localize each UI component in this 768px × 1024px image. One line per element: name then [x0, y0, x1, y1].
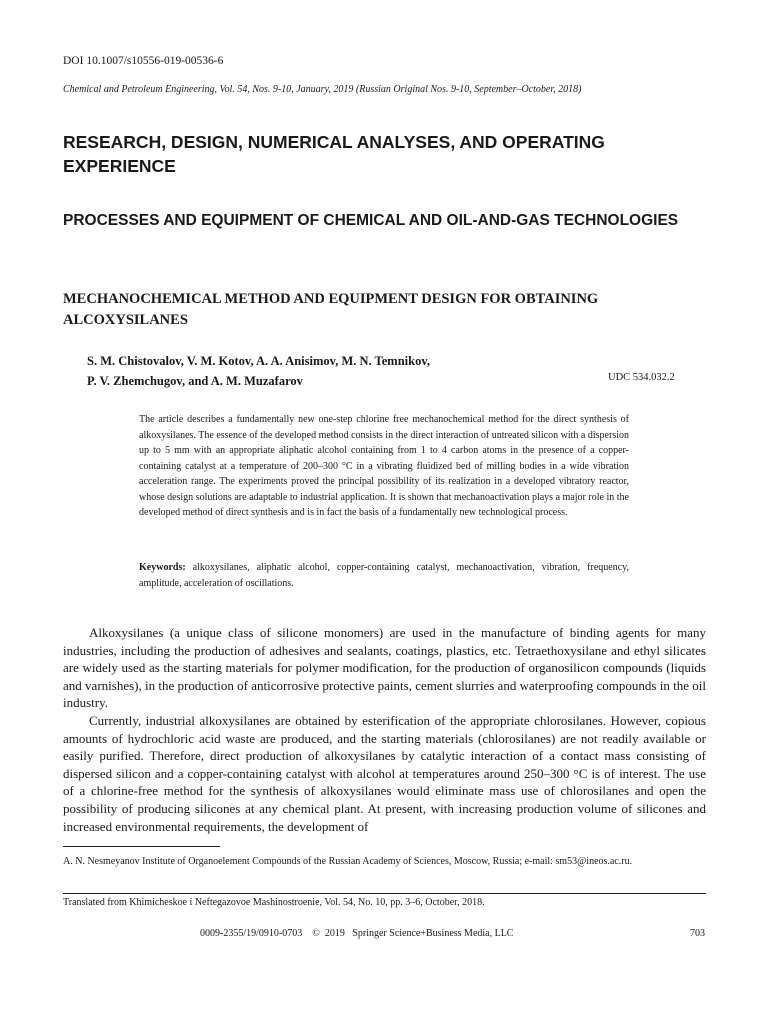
author-line-1: S. M. Chistovalov, V. M. Kotov, A. A. Anisimov, M. N. Temnikov,: [87, 354, 431, 368]
translation-note: Translated from Khimicheskoe i Neftegazovoe Mashinostroenie, Vol. 54, No. 10, pp. 3–6, October, 2018.: [63, 897, 485, 908]
author-line-2: P. V. Zhemchugov, and A. M. Muzafarov: [87, 374, 303, 388]
translation-divider: [63, 893, 706, 894]
keywords-text: alkoxysilanes, aliphatic alcohol, copper-containing catalyst, mechanoactivation, vibration, frequency, amplitude, acceleration of oscillations.: [139, 562, 629, 589]
copyright-line: 0009-2355/19/0910-0703 © 2019 Springer Science+Business Media, LLC: [200, 928, 514, 939]
section-heading: RESEARCH, DESIGN, NUMERICAL ANALYSES, AND OPERATING EXPERIENCE: [63, 132, 605, 176]
page-number: 703: [690, 928, 705, 939]
abstract: The article describes a fundamentally new one-step chlorine free mechanochemical method for the direct synthesis of alkoxysilanes. The essence of the developed method consists in the direct interaction of untreated silicon with a dispersion up to 5 mm with an appropriate aliphatic alcohol containing from 1 to 4 carbon atoms in the presence of a copper-containing catalyst at a temperature of 200–300 °C in a vibrating fluidized bed of milling bodies in a wide vibration acceleration range. The experiments proved the principal possibility of its realization in a developed vibratory reactor, whose design solutions are adaptable to industrial application. It is shown that mechanoactivation plays a major role in the developed method of direct synthesis and is in fact the basis of a fundamentally new technological process.: [139, 414, 629, 518]
doi-line: DOI 10.1007/s10556-019-00536-6: [63, 55, 224, 67]
footnote-divider: [63, 846, 220, 847]
article-title: MECHANOCHEMICAL METHOD AND EQUIPMENT DESIGN FOR OBTAINING ALCOXYSILANES: [63, 291, 599, 328]
udc-code: UDC 534.032.2: [608, 372, 675, 383]
affiliation-footnote: A. N. Nesmeyanov Institute of Organoelement Compounds of the Russian Academy of Sciences, Moscow, Russia; e-mail: sm53@ineos.ac.ru.: [63, 856, 633, 867]
author-list: [87, 351, 647, 391]
body-text: [63, 624, 706, 835]
body-paragraph-2: Currently, industrial alkoxysilanes are obtained by esterification of the appropriate chlorosilanes. However, copious amounts of hydrochloric acid waste are produced, and the starting materials (chlorosilanes) are not readily available or easily purified. Therefore, direct production of alkoxysilanes by catalytic interaction of a contact mass consisting of dispersed silicon and a copper-containing catalyst with alcohol at temperatures around 250–300 °C is of interest. The use of a chlorine-free method for the synthesis of alkoxysilanes would eliminate mass use of chlorosilanes and open the possibility of producing silicones at any chemical plant. At present, with increasing production volume of silicones and increased environmental requirements, the development of: [63, 712, 706, 834]
journal-citation: Chemical and Petroleum Engineering, Vol. 54, Nos. 9-10, January, 2019 (Russian Original Nos. 9-10, September–October, 2018): [63, 84, 582, 95]
body-paragraph-1: Alkoxysilanes (a unique class of silicone monomers) are used in the manufacture of binding agents for many industries, including the production of adhesives and sealants, coatings, plastics, etc. Tetraethoxysilane and ethyl silicates are widely used as the starting materials for polymer modification, for the production of organosilicon compounds (liquids and varnishes), in the production of anticorrosive protective paints, cement slurries and waterproofing compounds in the oil industry.: [63, 625, 706, 711]
keywords: [139, 560, 629, 591]
subsection-heading: PROCESSES AND EQUIPMENT OF CHEMICAL AND OIL-AND-GAS TECHNOLOGIES: [63, 212, 679, 229]
keywords-label: Keywords:: [139, 562, 186, 573]
